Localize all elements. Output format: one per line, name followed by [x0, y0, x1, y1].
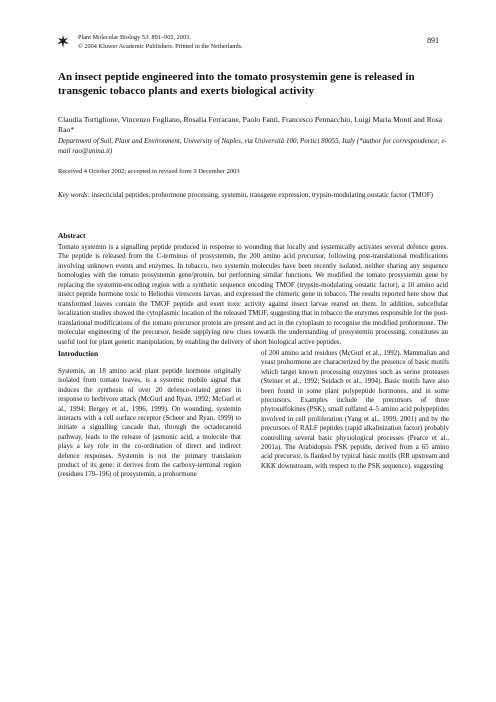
- affiliation: Department of Soil, Plant and Environment, University of Naples, via Università 100, Portici 80055, Italy (*author for correspondence; e-mail rao@unina.it): [58, 137, 447, 155]
- keywords-label: Key words:: [58, 191, 90, 199]
- journal-citation: [78, 34, 243, 51]
- intro-paragraph-left: Systemin, an 18 amino acid plant peptide hormone originally isolated from tomato leaves, is a systemic mobile signal that induces the synthesis of over 20 defence-related genes in response to herbivore attack (McGurl and Ryan, 1992; McGurl et al., 1994; Bergey et al., 1996, 1999). On wounding, systemin interacts with a cell surface receptor (Scheer and Ryan, 1999) to initiate a signalling cascade that, through the octadecanoid pathway, leads to the release of jasmonic acid, a molecule that plays a key role in the co-ordination of direct and indirect defence responses. Systemin is not the primary translation product of its gene: it derives from the carboxy-terminal region (residues 179–196) of prosystemin, a prohormone: [58, 367, 241, 479]
- introduction-left-column: [58, 367, 241, 480]
- page-number: 891: [427, 36, 439, 45]
- keywords: [58, 191, 448, 201]
- journal-line-1: Plant Molecular Biology 53: 891–902, 2003.: [78, 34, 191, 41]
- abstract-text: Tomato systemin is a signalling peptide produced in response to wounding that locally and systemically activates several defence genes. The peptide is released from the C-terminus of prosystemin, the 200 amino acid precursor, following post-translational modifications involving unknown events and enzymes. In tobacco, two systemin molecules have been recently isolated, neither sharing any sequence homologies with the tomato prosystemin gene/protein, but performing similar functions. We modified the tomato prosystemin gene by replacing the systemin-encoding region with a synthetic sequence encoding TMOF (trypsin-modulating oostatic factor), a 10 amino acid insect peptide hormone toxic to Heliothis virescens larvae, and expressed the chimeric gene in tobacco. The results reported here show that transformed leaves contain the TMOF peptide and exert toxic activity against insect larvae reared on them. In addition, subcellular localization studies showed the cytoplasmic location of the released TMOF, suggesting that in tobacco the enzymes responsible for the post-translational modifications of the tomato precursor protein are present and act in the cytoplasm to recognise the modified prohormone. The molecular engineering of the precursor, beside supplying new clues towards the understanding of prosystemin processing, constitutes an useful tool for plant genetic manipulation, by enabling the delivery of short biological active peptides.: [58, 243, 448, 346]
- introduction-heading: Introduction: [58, 349, 99, 358]
- intro-paragraph-right: of 200 amino acid residues (McGurl et al., 1992). Mammalian and yeast prohormone are characterized by the presence of basic motifs which target known processing enzymes such as serine proteases (Steiner et al., 1992; Seidach et al., 1994). Basic motifs have also been found in some plant polypeptide hormones, and in some precursors. Examples include the precursors of three phytosulfokines (PSK), small sulfated 4–5 amino acid polypeptides involved in cell proliferation (Yang et al., 1999, 2001) and by the precursors of RALF peptides (rapid alkalinization factor) probably controlling several basic physiological processes (Pearce et al., 2001a). The Arabidopsis PSK peptide, derived from a 65 amino acid precursor, is flanked by typical basic motifs (RR upstream and KKK downstream, with respect to the PSK sequence), suggesting: [261, 349, 449, 470]
- publisher-logo-icon: [57, 35, 69, 48]
- article-title: An insect peptide engineered into the tomato prosystemin gene is released in transgenic tobacco plants and exerts biological activity: [58, 71, 415, 97]
- author-list: Claudia Tortiglione, Vincenzo Fogliano, Rosalia Ferracane, Paolo Fanti, Francesco Pennacchio, Luigi Maria Monti and Rosa Rao*: [58, 115, 443, 135]
- keywords-text: insecticidal peptides, prohormone processing, systemin, transgene expression, trypsin-modulating oostatic factor (TMOF): [91, 191, 433, 199]
- journal-line-2: © 2004 Kluwer Academic Publishers. Printed in the Netherlands.: [78, 42, 243, 50]
- abstract-heading: Abstract: [58, 231, 86, 240]
- received-dates: Received 4 October 2002; accepted in revised form 9 December 2003: [58, 168, 240, 175]
- introduction-right-column: [261, 349, 449, 471]
